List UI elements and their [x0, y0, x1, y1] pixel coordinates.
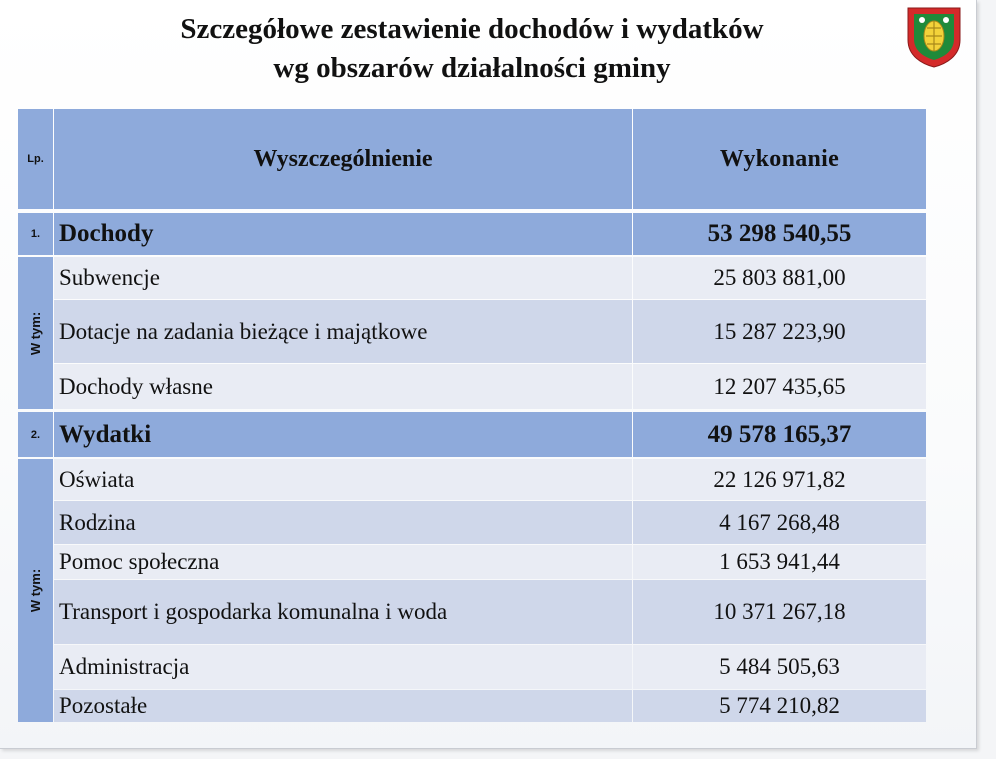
table-row [18, 257, 926, 299]
row-name: Pomoc społeczna [54, 545, 632, 579]
table-row [18, 501, 926, 544]
expenses-name: Wydatki [54, 412, 632, 457]
table-row [18, 690, 926, 722]
row-name: Administracja [54, 645, 632, 689]
header-value: Wykonanie [633, 109, 926, 209]
row-name: Pozostałe [54, 690, 632, 722]
header-lp: Lp. [18, 109, 53, 209]
table-row [18, 580, 926, 644]
group-label: W tym: [28, 311, 43, 355]
coat-of-arms-icon [906, 6, 962, 68]
row-value: 1 653 941,44 [633, 545, 926, 579]
title-line-1: Szczegółowe zestawienie dochodów i wydatków [180, 13, 764, 45]
income-name: Dochody [54, 213, 632, 255]
title-line-2: wg obszarów działalności gminy [273, 52, 671, 84]
row-value: 5 484 505,63 [633, 645, 926, 689]
income-value: 53 298 540,55 [633, 213, 926, 255]
section-row-income [18, 213, 926, 255]
expenses-value: 49 578 165,37 [633, 412, 926, 457]
row-name: Rodzina [54, 501, 632, 544]
page-title [0, 10, 944, 88]
table-row [18, 545, 926, 579]
row-name: Dotacje na zadania bieżące i majątkowe [54, 300, 632, 363]
header-name: Wyszczególnienie [54, 109, 632, 209]
row-name: Transport i gospodarka komunalna i woda [54, 580, 632, 644]
table-header [18, 109, 926, 209]
section-row-expenses [18, 412, 926, 457]
expenses-lp: 2. [18, 412, 53, 457]
row-value: 15 287 223,90 [633, 300, 926, 363]
row-value: 12 207 435,65 [633, 364, 926, 409]
row-name: Subwencje [54, 257, 632, 299]
row-value: 5 774 210,82 [633, 690, 926, 722]
row-value: 4 167 268,48 [633, 501, 926, 544]
row-name: Oświata [54, 459, 632, 500]
table-row [18, 645, 926, 689]
income-lp: 1. [18, 213, 53, 255]
row-name: Dochody własne [54, 364, 632, 409]
row-value: 22 126 971,82 [633, 459, 926, 500]
row-value: 25 803 881,00 [633, 257, 926, 299]
group-label: W tym: [28, 568, 43, 613]
table-row [18, 364, 926, 409]
table-row [18, 300, 926, 363]
table-row [18, 459, 926, 500]
row-value: 10 371 267,18 [633, 580, 926, 644]
